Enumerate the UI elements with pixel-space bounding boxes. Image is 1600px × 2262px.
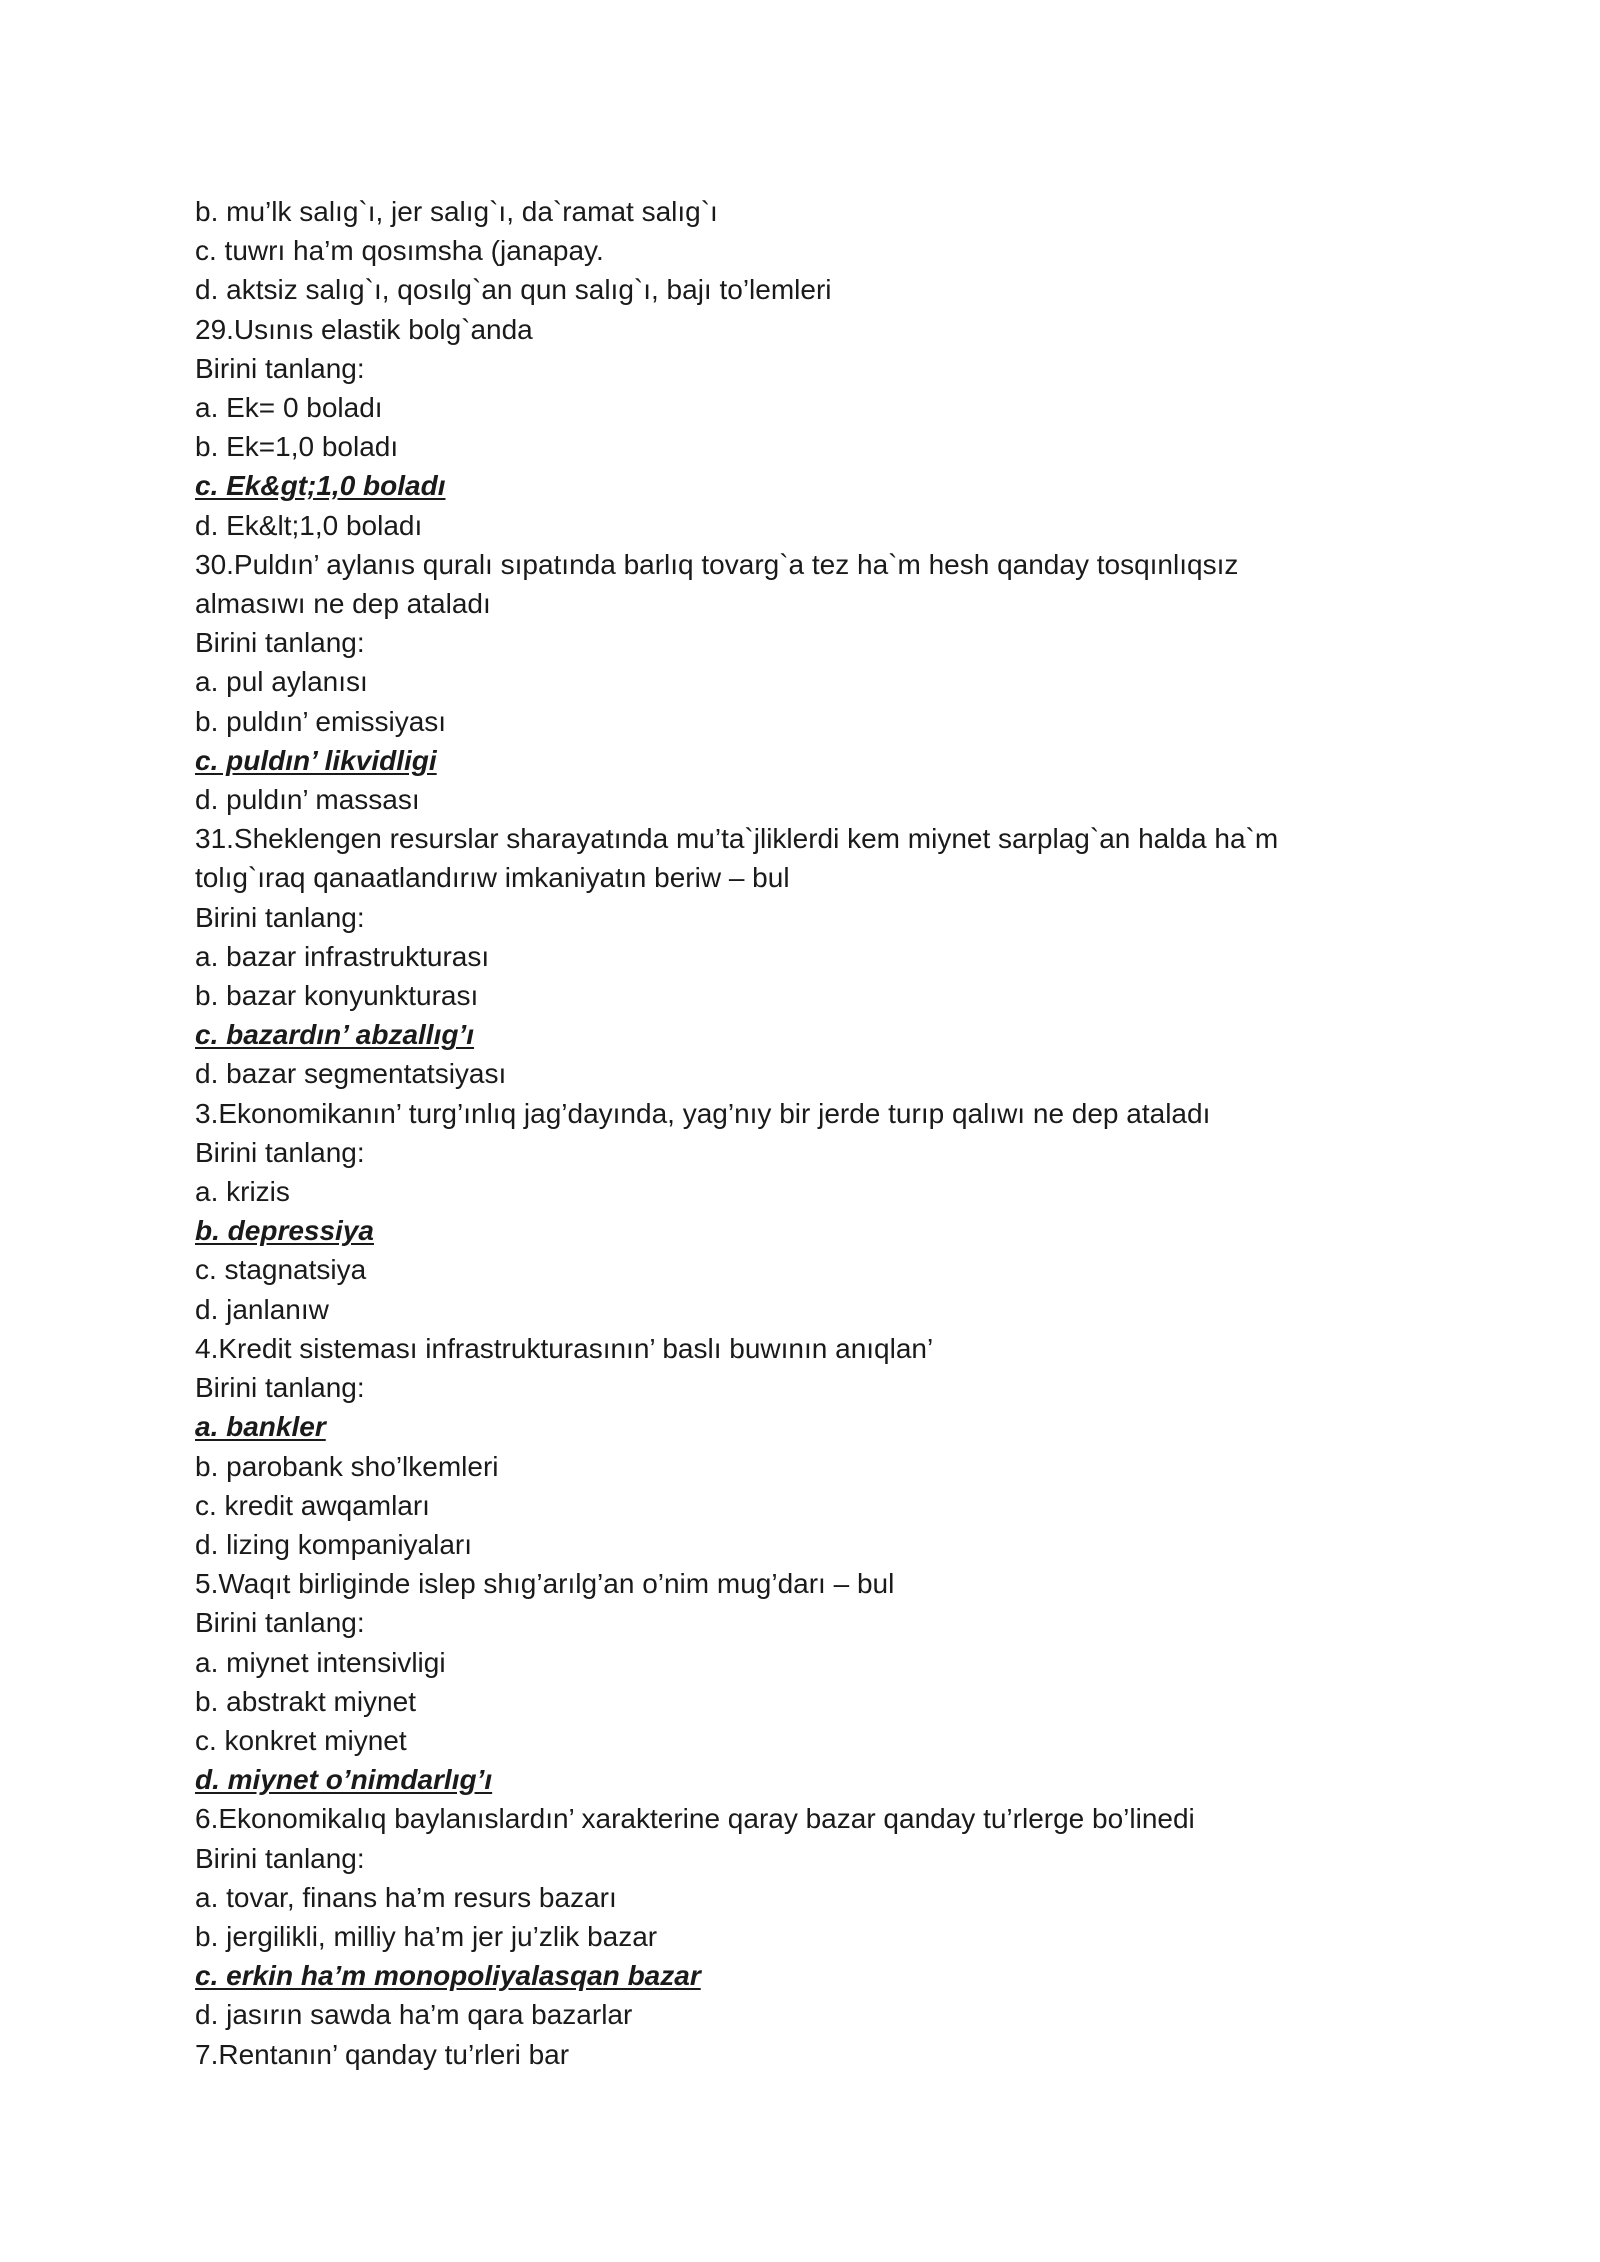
- document-page: [195, 192, 1435, 2074]
- text-line: b. jergilikli, milliy ha’m jer ju’zlik bazar: [195, 1920, 658, 1952]
- text-line: a. bazar infrastrukturası: [195, 940, 490, 972]
- text-line: 4.Kredit sisteması infrastrukturasının’ baslı buwının anıqlan’: [195, 1332, 934, 1364]
- text-line: d. bazar segmentatsiyası: [195, 1058, 507, 1090]
- text-line: b. abstrakt miynet: [195, 1685, 416, 1717]
- text-line: Birini tanlang:: [195, 1842, 365, 1874]
- text-line: d. aktsiz salıg`ı, qosılg`an qun salıg`ı, bajı to’lemleri: [195, 274, 832, 306]
- text-line: b. puldın’ emissiyası: [195, 705, 447, 737]
- text-line: c. stagnatsiya: [195, 1254, 367, 1286]
- text-line: a. Ek= 0 boladı: [195, 392, 383, 424]
- text-line: Birini tanlang:: [195, 627, 365, 659]
- text-line: Birini tanlang:: [195, 901, 365, 933]
- text-line: a. pul aylanısı: [195, 666, 368, 698]
- text-line: 6.Ekonomikalıq baylanıslardın’ xarakterine qaray bazar qanday tu’rlerge bo’linedi: [195, 1803, 1195, 1835]
- text-line: Birini tanlang:: [195, 1136, 365, 1168]
- text-line: 29.Usınıs elastik bolg`anda: [195, 313, 533, 345]
- text-line: d. jasırın sawda ha’m qara bazarlar: [195, 1999, 633, 2031]
- correct-answer-line: c. bazardın’ abzallıg’ı: [195, 1019, 475, 1051]
- text-line: 30.Puldın’ aylanıs quralı sıpatında barlıq tovarg`a tez ha`m hesh qanday tosqınlıqsız: [195, 548, 1239, 580]
- correct-answer-line: c. Ek&gt;1,0 boladı: [195, 470, 446, 502]
- text-line: almasıwı ne dep ataladı: [195, 588, 491, 620]
- text-line: b. Ek=1,0 boladı: [195, 431, 399, 463]
- correct-answer-line: c. erkin ha’m monopoliyalasqan bazar: [195, 1960, 701, 1992]
- text-line: d. Ek&lt;1,0 boladı: [195, 509, 423, 541]
- text-line: 31.Sheklengen resurslar sharayatında mu’ta`jliklerdi kem miynet sarplag`an halda ha`m: [195, 823, 1279, 855]
- text-line: a. krizis: [195, 1176, 290, 1208]
- text-line: d. lizing kompaniyaları: [195, 1528, 473, 1560]
- correct-answer-line: c. puldın’ likvidligi: [195, 744, 437, 776]
- text-line: a. tovar, finans ha’m resurs bazarı: [195, 1881, 617, 1913]
- text-line: b. bazar konyunkturası: [195, 980, 479, 1012]
- text-line: b. mu’lk salıg`ı, jer salıg`ı, da`ramat salıg`ı: [195, 196, 718, 227]
- text-line: tolıg`ıraq qanaatlandırıw imkaniyatın beriw – bul: [195, 862, 790, 894]
- text-line: Birini tanlang:: [195, 1607, 365, 1639]
- text-line: 5.Waqıt birliginde islep shıg’arılg’an o’nim mug’darı – bul: [195, 1568, 895, 1600]
- text-line: Birini tanlang:: [195, 1372, 365, 1404]
- text-line: c. konkret miynet: [195, 1724, 407, 1756]
- correct-answer-line: d. miynet o’nimdarlıg’ı: [195, 1764, 493, 1796]
- text-line: d. janlanıw: [195, 1293, 329, 1325]
- text-line: c. tuwrı ha’m qosımsha (janapay.: [195, 235, 604, 267]
- correct-answer-line: b. depressiya: [195, 1215, 374, 1247]
- text-line: c. kredit awqamları: [195, 1489, 430, 1521]
- text-line: Birini tanlang:: [195, 352, 365, 384]
- text-line: a. miynet intensivligi: [195, 1646, 446, 1678]
- text-line: b. parobank sho’lkemleri: [195, 1450, 499, 1482]
- text-line: 3.Ekonomikanın’ turg’ınlıq jag’dayında, yag’nıy bir jerde turıp qalıwı ne dep ataladı: [195, 1097, 1211, 1129]
- text-line: d. puldın’ massası: [195, 784, 420, 816]
- text-line: 7.Rentanın’ qanday tu’rleri bar: [195, 2038, 570, 2070]
- correct-answer-line: a. bankler: [195, 1411, 326, 1443]
